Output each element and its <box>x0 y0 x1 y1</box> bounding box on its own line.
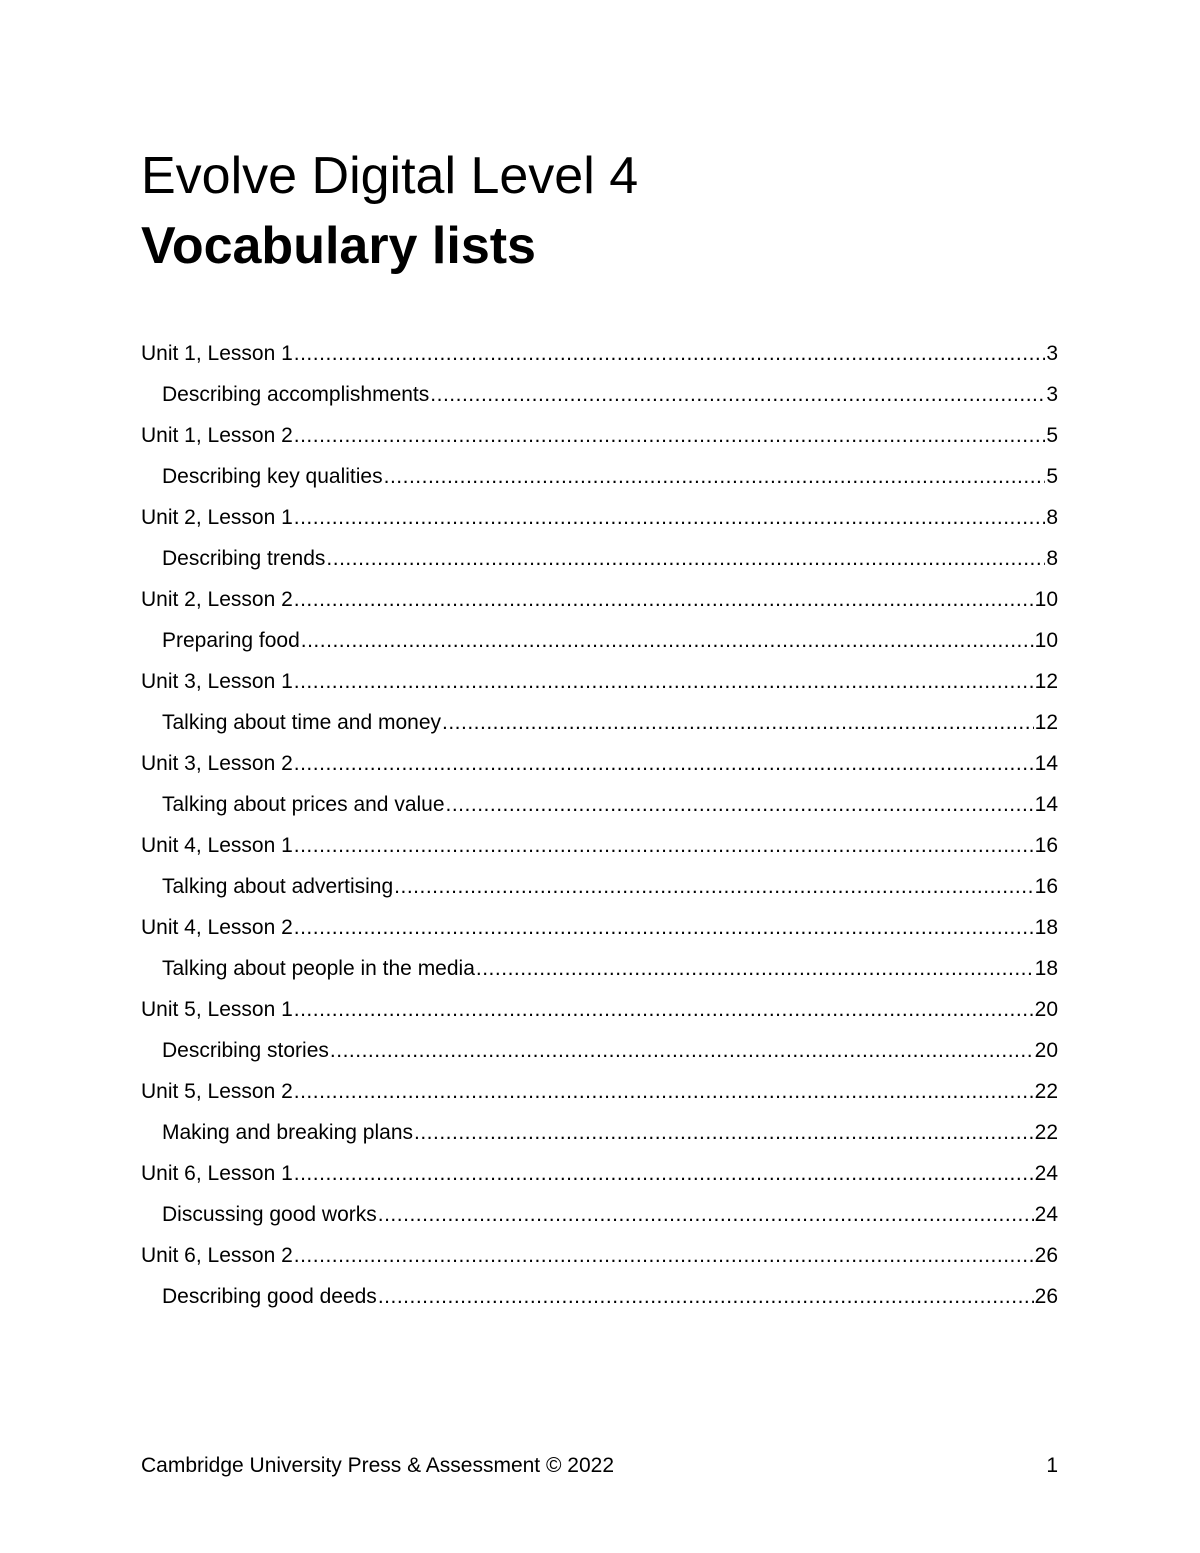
toc-entry-page-number: 26 <box>1034 1285 1058 1308</box>
toc-entry-label: Unit 2, Lesson 2 <box>141 588 293 611</box>
toc-entry-lesson[interactable] <box>141 339 1058 380</box>
toc-entry-label: Talking about prices and value <box>162 793 445 816</box>
toc-entry-label: Unit 1, Lesson 1 <box>141 342 293 365</box>
toc-dot-leader <box>430 380 1045 410</box>
toc-dot-leader <box>294 1241 1034 1271</box>
toc-dot-leader <box>414 1118 1034 1148</box>
toc-entry-page-number: 20 <box>1034 1039 1058 1062</box>
toc-entry-label: Talking about people in the media <box>162 957 475 980</box>
footer-copyright: Cambridge University Press & Assessment © 2022 <box>141 1454 614 1477</box>
toc-entry-lesson[interactable] <box>141 1159 1058 1200</box>
toc-dot-leader <box>476 954 1034 984</box>
toc-entry-label: Discussing good works <box>162 1203 377 1226</box>
table-of-contents <box>141 339 1058 1323</box>
toc-entry-topic[interactable] <box>141 544 1058 585</box>
toc-entry-topic[interactable] <box>141 872 1058 913</box>
toc-entry-page-number: 12 <box>1034 711 1058 734</box>
toc-entry-page-number: 24 <box>1034 1162 1058 1185</box>
toc-dot-leader <box>294 995 1034 1025</box>
toc-entry-topic[interactable] <box>141 380 1058 421</box>
toc-entry-label: Making and breaking plans <box>162 1121 413 1144</box>
toc-dot-leader <box>294 1077 1034 1107</box>
toc-entry-topic[interactable] <box>141 708 1058 749</box>
document-title: Evolve Digital Level 4 <box>141 147 639 205</box>
toc-entry-label: Describing trends <box>162 547 326 570</box>
toc-entry-page-number: 18 <box>1034 957 1058 980</box>
toc-entry-page-number: 5 <box>1046 424 1058 447</box>
toc-entry-page-number: 18 <box>1034 916 1058 939</box>
toc-dot-leader <box>294 585 1034 615</box>
toc-entry-page-number: 12 <box>1034 670 1058 693</box>
toc-entry-page-number: 3 <box>1046 383 1058 406</box>
toc-dot-leader <box>384 462 1046 492</box>
toc-entry-label: Describing good deeds <box>162 1285 377 1308</box>
toc-entry-lesson[interactable] <box>141 995 1058 1036</box>
toc-entry-page-number: 3 <box>1046 342 1058 365</box>
toc-entry-label: Unit 3, Lesson 1 <box>141 670 293 693</box>
toc-entry-lesson[interactable] <box>141 749 1058 790</box>
toc-entry-page-number: 22 <box>1034 1080 1058 1103</box>
toc-entry-topic[interactable] <box>141 1118 1058 1159</box>
toc-entry-label: Unit 4, Lesson 2 <box>141 916 293 939</box>
toc-dot-leader <box>294 913 1034 943</box>
toc-entry-label: Unit 4, Lesson 1 <box>141 834 293 857</box>
toc-dot-leader <box>326 544 1045 574</box>
toc-entry-page-number: 14 <box>1034 752 1058 775</box>
toc-entry-label: Unit 3, Lesson 2 <box>141 752 293 775</box>
toc-entry-page-number: 16 <box>1034 875 1058 898</box>
toc-dot-leader <box>378 1282 1034 1312</box>
toc-entry-page-number: 5 <box>1046 465 1058 488</box>
toc-entry-topic[interactable] <box>141 1036 1058 1077</box>
toc-entry-lesson[interactable] <box>141 667 1058 708</box>
toc-entry-lesson[interactable] <box>141 913 1058 954</box>
toc-entry-label: Describing key qualities <box>162 465 383 488</box>
toc-dot-leader <box>301 626 1034 656</box>
toc-entry-page-number: 8 <box>1046 506 1058 529</box>
toc-entry-lesson[interactable] <box>141 585 1058 626</box>
toc-entry-label: Describing stories <box>162 1039 329 1062</box>
toc-entry-page-number: 22 <box>1034 1121 1058 1144</box>
toc-dot-leader <box>330 1036 1034 1066</box>
toc-entry-label: Talking about time and money <box>162 711 441 734</box>
footer-page-number: 1 <box>1046 1454 1058 1477</box>
toc-entry-page-number: 8 <box>1046 547 1058 570</box>
toc-entry-topic[interactable] <box>141 462 1058 503</box>
toc-dot-leader <box>394 872 1033 902</box>
toc-dot-leader <box>378 1200 1034 1230</box>
toc-dot-leader <box>446 790 1034 820</box>
toc-entry-page-number: 16 <box>1034 834 1058 857</box>
toc-dot-leader <box>294 749 1034 779</box>
toc-dot-leader <box>294 503 1046 533</box>
toc-entry-page-number: 20 <box>1034 998 1058 1021</box>
toc-dot-leader <box>442 708 1034 738</box>
toc-entry-label: Unit 5, Lesson 1 <box>141 998 293 1021</box>
toc-entry-label: Unit 1, Lesson 2 <box>141 424 293 447</box>
toc-entry-page-number: 24 <box>1034 1203 1058 1226</box>
toc-entry-lesson[interactable] <box>141 503 1058 544</box>
toc-entry-label: Unit 6, Lesson 1 <box>141 1162 293 1185</box>
toc-entry-label: Talking about advertising <box>162 875 394 898</box>
toc-entry-topic[interactable] <box>141 1282 1058 1323</box>
toc-entry-lesson[interactable] <box>141 421 1058 462</box>
toc-entry-label: Unit 2, Lesson 1 <box>141 506 293 529</box>
toc-entry-label: Unit 5, Lesson 2 <box>141 1080 293 1103</box>
toc-dot-leader <box>294 1159 1034 1189</box>
toc-entry-page-number: 14 <box>1034 793 1058 816</box>
toc-entry-topic[interactable] <box>141 790 1058 831</box>
toc-entry-page-number: 26 <box>1034 1244 1058 1267</box>
toc-entry-label: Preparing food <box>162 629 300 652</box>
toc-dot-leader <box>294 831 1034 861</box>
toc-entry-page-number: 10 <box>1034 629 1058 652</box>
toc-dot-leader <box>294 421 1046 451</box>
toc-entry-label: Describing accomplishments <box>162 383 430 406</box>
toc-entry-lesson[interactable] <box>141 1077 1058 1118</box>
toc-entry-label: Unit 6, Lesson 2 <box>141 1244 293 1267</box>
toc-entry-lesson[interactable] <box>141 831 1058 872</box>
document-subtitle: Vocabulary lists <box>141 217 536 275</box>
toc-entry-topic[interactable] <box>141 626 1058 667</box>
toc-dot-leader <box>294 339 1046 369</box>
toc-entry-lesson[interactable] <box>141 1241 1058 1282</box>
toc-entry-topic[interactable] <box>141 954 1058 995</box>
toc-dot-leader <box>294 667 1034 697</box>
toc-entry-topic[interactable] <box>141 1200 1058 1241</box>
toc-entry-page-number: 10 <box>1034 588 1058 611</box>
